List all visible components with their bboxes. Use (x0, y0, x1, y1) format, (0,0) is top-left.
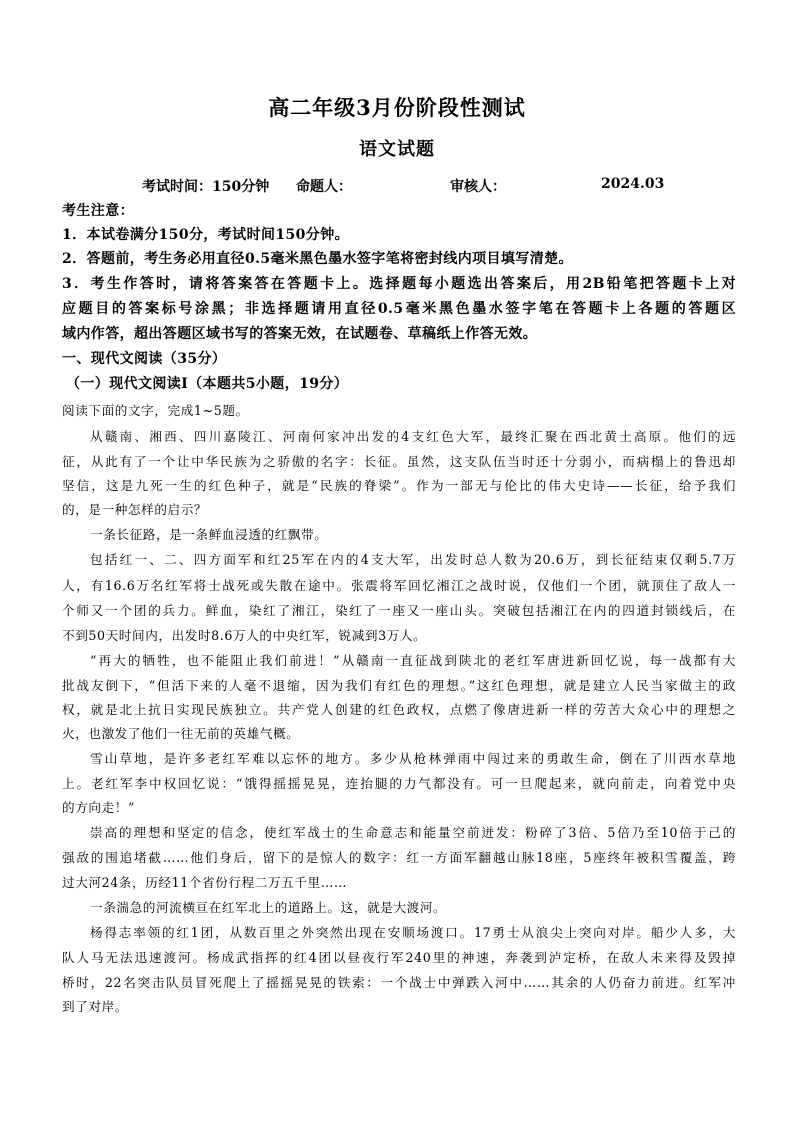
passage-line: 不到50天时间内，出发时8.6万人的中央红军，锐减到3万人。 (62, 628, 427, 643)
passage-line: 批战友倒下，“但活下来的人毫不退缩，因为我们有红色的理想。”这红色理想，就是建立人民当家做主的政 (62, 678, 736, 693)
notice-item-2: 2．答题前，考生务必用直径0.5毫米黑色墨水签字笔将密封线内项目填写清楚。 (62, 251, 573, 267)
exam-date: 2024.03 (601, 176, 665, 192)
exam-title: 高二年级3月份阶段性测试 (268, 95, 526, 120)
passage-line: 人，有16.6万名红军将士战死或失散在途中。张震将军回忆湘江之战时说，仅他们一个团，就顶住了敌人一 (62, 578, 736, 593)
section-heading: 一、现代文阅读（35分） (62, 351, 227, 367)
passage-line: 队人马无法迅速渡河。杨成武指挥的红4团以昼夜行军240里的神速，奔袭到泸定桥，在敌人未来得及毁掉 (62, 950, 736, 965)
reviewer-label: 审核人： (450, 179, 506, 195)
passage-line: 杨得志率领的红1团，从数百里之外突然出现在安顺场渡口。17勇士从浪尖上突向对岸。船少人多，大 (90, 925, 736, 940)
passage-line: “再大的牺牲，也不能阻止我们前进！”从赣南一直征战到陕北的老红军唐进新回忆说，每一战都有大 (90, 653, 736, 668)
passage-line: 到了对岸。 (62, 999, 128, 1014)
exam-subtitle: 语文试题 (359, 139, 435, 160)
subsection-heading: （一）现代文阅读Ⅰ（本题共5小题，19分） (66, 376, 349, 392)
passage-line: 包括红一、二、四方面军和红25军在内的4支大军，出发时总人数为20.6万，到长征结束仅剩5.7万 (90, 552, 736, 567)
notice-item-3-line-2: 应题目的答案标号涂黑；非选择题请用直径0.5毫米黑色墨水签字笔在答题卡上各题的答题区 (62, 301, 736, 317)
passage-line: 一条长征路，是一条鲜血浸透的红飘带。 (90, 527, 328, 542)
passage-line: 雪山草地，是许多老红军难以忘怀的地方。多少从枪林弹雨中闯过来的勇敢生命，倒在了川西水草地 (90, 751, 736, 766)
setter-label: 命题人： (296, 179, 352, 195)
passage-line: 强敌的围追堵截……他们身后，留下的是惊人的数字：红一方面军翻越山脉18座，5座终年被积雪覆盖，跨 (62, 850, 736, 865)
reading-instruction: 阅读下面的文字，完成1~5题。 (62, 403, 249, 418)
notice-heading: 考生注意： (62, 203, 134, 219)
exam-time: 考试时间：150分钟 (142, 179, 270, 195)
passage-line: 桥时，22名突击队员冒死爬上了摇摇晃晃的铁索：一个战士中弹跌入河中……其余的人仍奋力前进。红军冲 (62, 975, 736, 990)
passage-line: 坚信，这是九死一生的红色种子，就是“民族的脊梁”。作为一部无与伦比的伟大史诗——长征，给予我们 (62, 478, 736, 493)
passage-line: 火，也激发了他们一往无前的英雄气概。 (62, 726, 300, 741)
passage-line: 个师又一个团的兵力。鲜血，染红了湘江，染红了一座又一座山头。突破包括湘江在内的四道封锁线后，在 (62, 603, 736, 618)
passage-line: 一条湍急的河流横亘在红军北上的道路上。这，就是大渡河。 (90, 900, 447, 915)
passage-line: 崇高的理想和坚定的信念，使红军战士的生命意志和能量空前迸发：粉碎了3倍、5倍乃至10倍于己的 (90, 825, 736, 840)
passage-line: 的方向走！” (62, 800, 136, 815)
passage-line: 过大河24条，历经11个省份行程二万五千里…… (62, 875, 348, 890)
passage-line: 从赣南、湘西、四川嘉陵江、河南何家冲出发的4支红色大军，最终汇聚在西北黄土高原。他们的远 (90, 429, 736, 444)
passage-line: 征，从此有了一个让中华民族为之骄傲的名字：长征。虽然，这支队伍当时还十分弱小，而病榻上的鲁迅却 (62, 454, 736, 469)
notice-item-3-line-1: 3．考生作答时，请将答案答在答题卡上。选择题每小题选出答案后，用2B铅笔把答题卡上对 (62, 276, 736, 292)
notice-item-3-line-3: 域内作答，超出答题区域书写的答案无效，在试题卷、草稿纸上作答无效。 (62, 326, 538, 342)
passage-line: 上。老红军李中权回忆说：“饿得摇摇晃晃，连抬腿的力气都没有。可一旦爬起来，就向前走，向着党中央 (62, 776, 736, 791)
passage-line: 权，就是北上抗日实现民族独立。共产党人创建的红色政权，点燃了像唐进新一样的劳苦大众心中的理想之 (62, 702, 736, 717)
passage-line: 的，是一种怎样的启示？ (62, 502, 208, 517)
notice-item-1: 1．本试卷满分150分，考试时间150分钟。 (62, 227, 349, 243)
